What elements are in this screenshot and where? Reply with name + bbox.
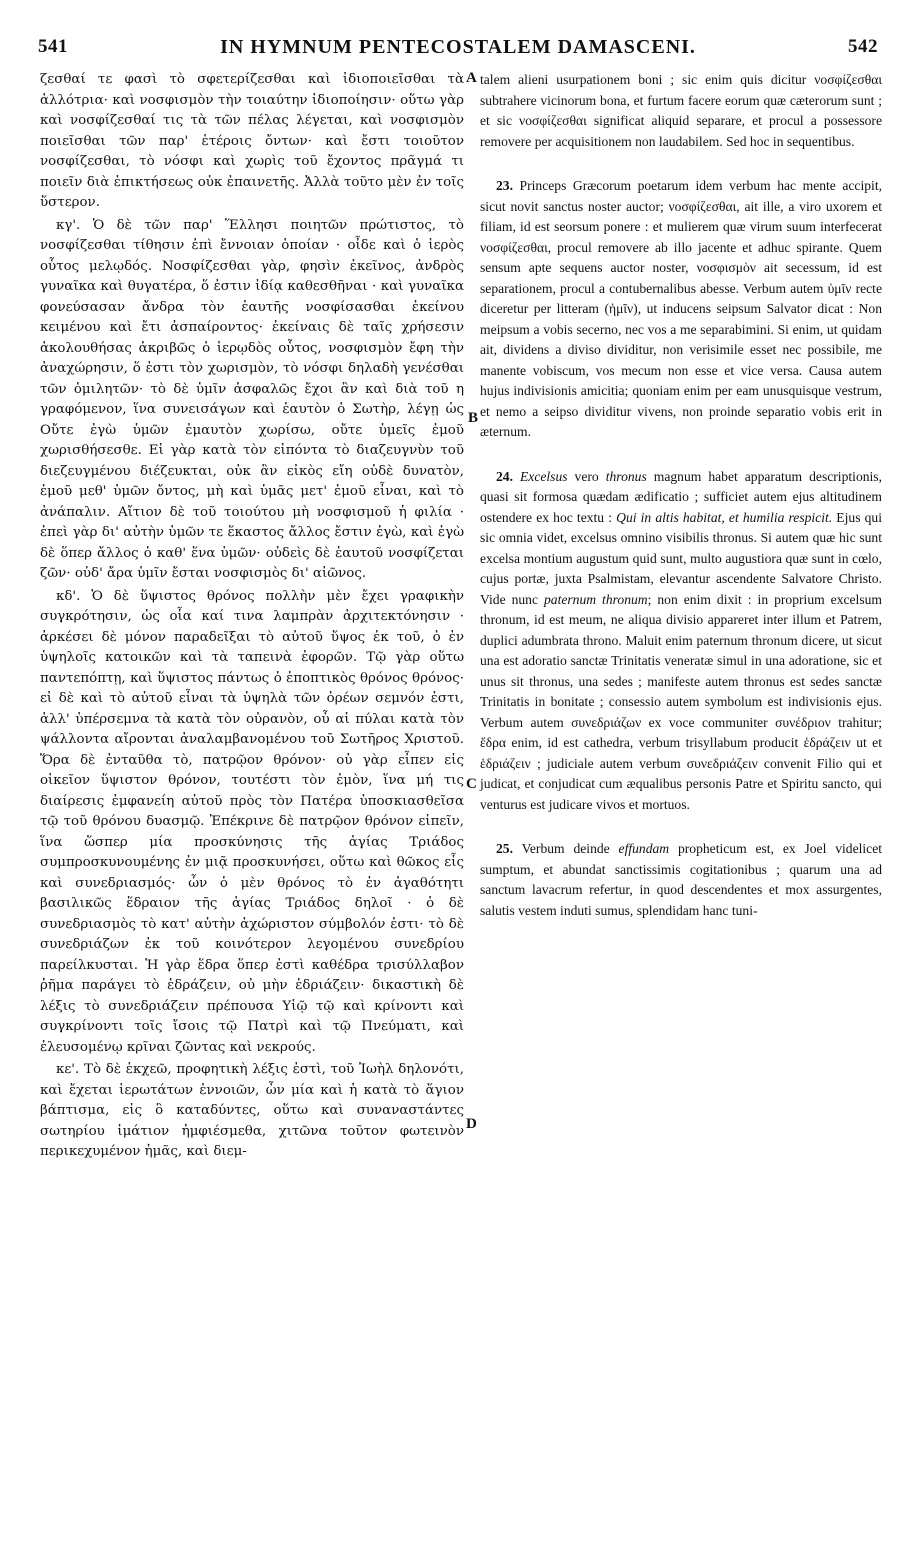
greek-paragraph: ζεσθαί τε φασὶ τὸ σφετερίζεσθαι καὶ ἰδιοποιεῖσθαι τὰ ἀλλότρια· καὶ νοσφισμὸν τὴν τοιαύτην ἰδιοποίησιν· οὕτω γὰρ καὶ νοσφίζεσθαί τις τὰ τῶν πέλας λέγεται, καὶ νοσφισμὸν ποιεῖσθαι τῶν παρ' ἑτέροις ὄντων· καὶ ἔστι τοιοῦτον νοσφίζεσθαι, τὸ νόσφι καὶ χωρὶς τοῦ ἔχοντος πρᾶγμά τι ποιεῖν διὰ ἐπικτήσεως οὐκ ἐπαινετῆς. Ἀλλὰ τοῦτο μὲν ἐν τοῖς ὕστερον.: [40, 72, 464, 210]
greek-paragraph: κε'. Τὸ δὲ ἐκχεῶ, προφητικὴ λέξις ἐστὶ, τοῦ Ἰωὴλ δηλονότι, καὶ ἔχεται ἱερωτάτων ἐννοιῶν, ὧν μία καὶ ἡ κατὰ τὸ ἅγιον βάπτισμα, εἰς ὃ καταδύντες, οὕτω καὶ συναναστάντες σωτηρίου ἱμάτιον ἠμφιέσμεθα, χιτῶνα τοῦτον φωτεινὸν περικεχυμένον ἡμᾶς, καὶ διεμ-: [40, 1062, 464, 1159]
page-number-left: 541: [38, 36, 68, 57]
margin-letter-d: D: [466, 1116, 477, 1132]
latin-text: Verbum deinde: [521, 841, 619, 856]
italic-term: Excelsus: [520, 468, 568, 484]
italic-term: effundam: [618, 841, 670, 856]
latin-column: [480, 70, 882, 1527]
latin-text: magnum habet apparatum descriptionis, quasi sit formosa quædam ædificatio ; sufficiet autem ejus altitudinem ostendere ex hoc textu :: [480, 468, 882, 525]
latin-text: Ejus qui sic omnia videt, excelsus omnino visibilis thronus. Si autem quæ hic sunt excelsa montium augustum quid sunt, multo augustiora quæ sunt in cœlo, cujus portæ, juxta Psalmistam, elevantur ascendente Salvatore Christo. Vide nunc: [480, 509, 882, 607]
margin-letter-a: A: [466, 70, 477, 86]
running-title: IN HYMNUM PENTECOSTALEM DAMASCENI.: [220, 36, 696, 58]
latin-text: propheticum est, ex Joel videlicet sumptum, et abundat sanctissimis cogitationibus ; quarum una ad sanctum lavacrum refertur, in quod descendentes et mox assurgentes, salutis vestem induti sumus, splendidam hanc tuni-: [480, 841, 882, 918]
section-number: 23.: [496, 178, 513, 193]
italic-quotation: Qui in altis habitat, et humilia respicit.: [616, 509, 833, 525]
latin-text: ; non enim dixit : in proprium excelsum thronum, id est meum, ne aliqua divisio appareret inter illum et Patrem, duplici adumbrata throno. Maluit enim paternum thronum dicere, ut sicut una est adoratio sanctæ Trinitatis veneratæ simul in una adoratione, sic et unus sit thronus, una sedes ; manifeste autem thronus est sedes sanctæ Trinitatis in bonitate ; consessio autem symbolum est indivisionis ejus. Verbum autem συνεδριάζων ex voce communiter συνέδριον trahitur; ἕδρα enim, id est cathedra, verbum trisyllabum producit ἑδράζειν ut et ἑδριάζειν ; judiciale autem verbum συνεδριάζειν convenit Filio qui et judicat, et conjudicat cum æqualibus personis Patre et Spiritu sancto, qui venturus est judicare vivos et mortuos.: [480, 591, 882, 812]
margin-letter-b: B: [468, 410, 479, 426]
italic-term: paternum thronum: [543, 591, 648, 607]
latin-text: vero: [567, 468, 606, 484]
latin-paragraph: [480, 839, 882, 921]
greek-paragraph: κγ'. Ὁ δὲ τῶν παρ' Ἕλλησι ποιητῶν πρώτιστος, τὸ νοσφίζεσθαι τίθησιν ἐπὶ ἔννοιαν ὁποίαν · οἶδε καὶ ὁ ἱερὸς οὗτος μελῳδός. Νοσφίζεσθαι γὰρ, φησὶν ἐκεῖνος, ἀνδρὸς γυναῖκα καὶ θυγατέρα, ὅ ἐστιν ἰδίᾳ καθεσθῆναι · καὶ γυναῖκα φονεύσασαν ἄνδρα τὸν ἑαυτῆς νοσφίσασθαι ἐκείνου κειμένου καὶ ἔτι ἀσπαίροντος· ἐκείναις δὲ ταῖς χρήσεσιν ἀκολουθήσας ἀκριβῶς ὁ ἱερῳδὸς οὗτος, νοσφισμὸν ἔφη τὴν ἀναχώρησιν, ὅ ἐστι τὸν χωρισμὸν, τὸ νόσφι δηλαδὴ γενέσθαι τῶν ὁμιλητῶν· τὸ δὲ ὑμῖν ἀσφαλῶς ἔχοι ἂν καὶ διὰ τοῦ η γραφόμενον, ἵνα συνεισάγων καὶ ἑαυτὸν ὁ Σωτὴρ, λέγῃ ὡς Οὔτε ἐγὼ ὑμῶν ἐμαυτὸν χωρίσω, οὔτε ὑμεῖς ἐμοῦ χωρισθήσεσθε. Εἰ γὰρ κατὰ τὸν εἰπόντα τὸ διαζευγνὺν τοῦ διεζευγμένου διέζευκται, οὐκ ἂν εἰκὸς εἴη οὐδὲ δυνατὸν, ἐμοῦ μεθ' ὑμῶν ὄντος, μὴ καὶ ὑμᾶς μετ' ἐμοῦ εἶναι, καὶ τὸ ἀνάπαλιν. Αἴτιον δὲ τοῦ τοιούτου μὴ νοσφισμοῦ ἡ φιλία · ἐπεὶ γὰρ δι' αὐτὴν ὑμῶν τε ἕκαστος ἄλλος ἔστιν ἐγὼ, καὶ ἐγὼ δὲ ὅπερ ἄλλος ὁ καθ' ἕνα ὑμῶν· οὐδεὶς δὲ ἑαυτοῦ νοσφίζεται ζῶν· οὐδ' ἄρα ὑμῖν ἔσται νοσφισμὸς δι' αἰῶνος.: [40, 217, 464, 581]
section-number: 25.: [496, 841, 513, 856]
latin-paragraph: [480, 467, 882, 816]
greek-paragraph: κδ'. Ὁ δὲ ὕψιστος θρόνος πολλὴν μὲν ἔχει γραφικὴν συγκρότησιν, ὡς οἷα καί τινα λαμπρὰν ἀρχιτεκτόνησιν · ἀρκέσει δὲ μόνον παραδεῖξαι τὸ αὐτοῦ ὕψος ἐκ τοῦ, ὁ ἐν ὑψηλοῖς κατοικῶν καὶ τὰ ταπεινὰ ἐφορῶν. Τῷ γὰρ οὕτω παντεπόπτῃ, καὶ ὕψιστος πάντως ὁ ἐποπτικὸς θρόνος θρόνος· εἰ δὲ καὶ τὸ αὐτοῦ εἶναι τὰ ὑψηλὰ τῶν ὀρέων σεμνόν ἐστι, ἀλλ' ὑπέρσεμνα τὰ κατὰ τὸν οὐρανὸν, οὗ αἱ πύλαι κατὰ τὸν ψάλλοντα αἴρονται ἀναλαμβανομένου τοῦ Σωτῆρος Χριστοῦ. Ὅρα δὲ ἐνταῦθα τὸ, πατρῷον θρόνον· οὐ γὰρ εἶπεν εἰς οἰκεῖον ὕψιστον θρόνον, τουτέστι τὸν ἐμὸν, ἵνα μή τις διαίρεσις ἐμφανείη αὐτοῦ πρὸς τὸν Πατέρα ὑποσκιασθεῖσα τῷ τοῦ θρόνου δυασμῷ. Ἐπέκρινε δὲ πατρῷον θρόνον εἰπεῖν, ἵνα ὥσπερ μία προσκύνησις τῆς ἁγίας Τριάδος συμπροσκυνουμένης ἐν μιᾷ προσκυνήσει, οὕτω καὶ θῶκος εἷς καὶ συνεδριασμός· ὧν ὁ μὲν θρόνος τὸ ἐν ἀγαθότητι βασιλικῶς ἕδραιον τῆς ἁγίας Τριάδος δηλοῖ · ὁ δὲ συνεδριασμὸς τὸ κατ' αὐτὴν ἀχώριστον σύμβολόν ἐστι· τὸ δὲ συνεδριάζων ἐκ τοῦ κοινότερον λεγομένου συνεδρίου παρείλκυσται. Ἡ γὰρ ἕδρα ὅπερ ἐστὶ καθέδρα τρισύλλαβον ῥῆμα παράγει τὸ ἑδράζειν, οὐ μὴν ἑδριάζειν· δικαστικὴ δὲ λέξις τὸ συνεδριάζειν πρέπουσα Υἱῷ τῷ καὶ κρίνοντι καὶ συγκρίνοντι τοῖς ἴσοις τῷ Πατρὶ καὶ τῷ Πνεύματι, καὶ ἐλευσομένῳ κρῖναι ζῶντας καὶ νεκρούς.: [40, 588, 464, 1055]
page-header: [38, 36, 878, 60]
latin-paragraph: [480, 176, 882, 443]
latin-paragraph-text: Princeps Græcorum poetarum idem verbum hac mente accipit, sicut novit sanctus noster auctor; νοσφίζεσθαι, ait ille, a viro uxorem et filiam, id est seorsum ponere : et mulierem quæ virum suum interfecerat νοσφίζεσθαι, procul removere ab illo jacente et adhuc spirante. Quem sensum apte sequens auctor noster, νοσφισμὸν ait secessum, id est separationem, procul a contubernalibus abesse. Verbum autem ὑμῖν recte diceretur per litteram (ἡμῖν), ut inducens seipsum Salvator dicat : Non meipsum a vobis secerno, nec vos a me separabimini. Si enim, ut quidam ait, dividens a diviso dividitur, non verisimile esset nec possibile, me manente vobiscum, vos mecum non esse et vice versa. Causa autem hujus indivisionis amicitia; quoniam enim per eam unusquisque vestrum, et nemo a seipso dividitur vivens, non proinde separatio vobis erit in æternum.: [480, 178, 882, 439]
section-number: 24.: [496, 468, 513, 484]
latin-paragraph: talem alieni usurpationem boni ; sic enim quis dicitur νοσφίζεσθαι subtrahere vicinorum bona, et furtum facere eorum quæ cæterorum sunt ; et sic νοσφίζεσθαι significat aliquid separare, et procul a possessore removere per acquisitionem non laudabilem. Sed hoc in sequentibus.: [480, 72, 882, 149]
page-number-right: 542: [848, 36, 878, 57]
greek-column: [40, 70, 464, 1527]
italic-term: thronus: [605, 468, 647, 484]
margin-letter-c: C: [466, 776, 477, 792]
